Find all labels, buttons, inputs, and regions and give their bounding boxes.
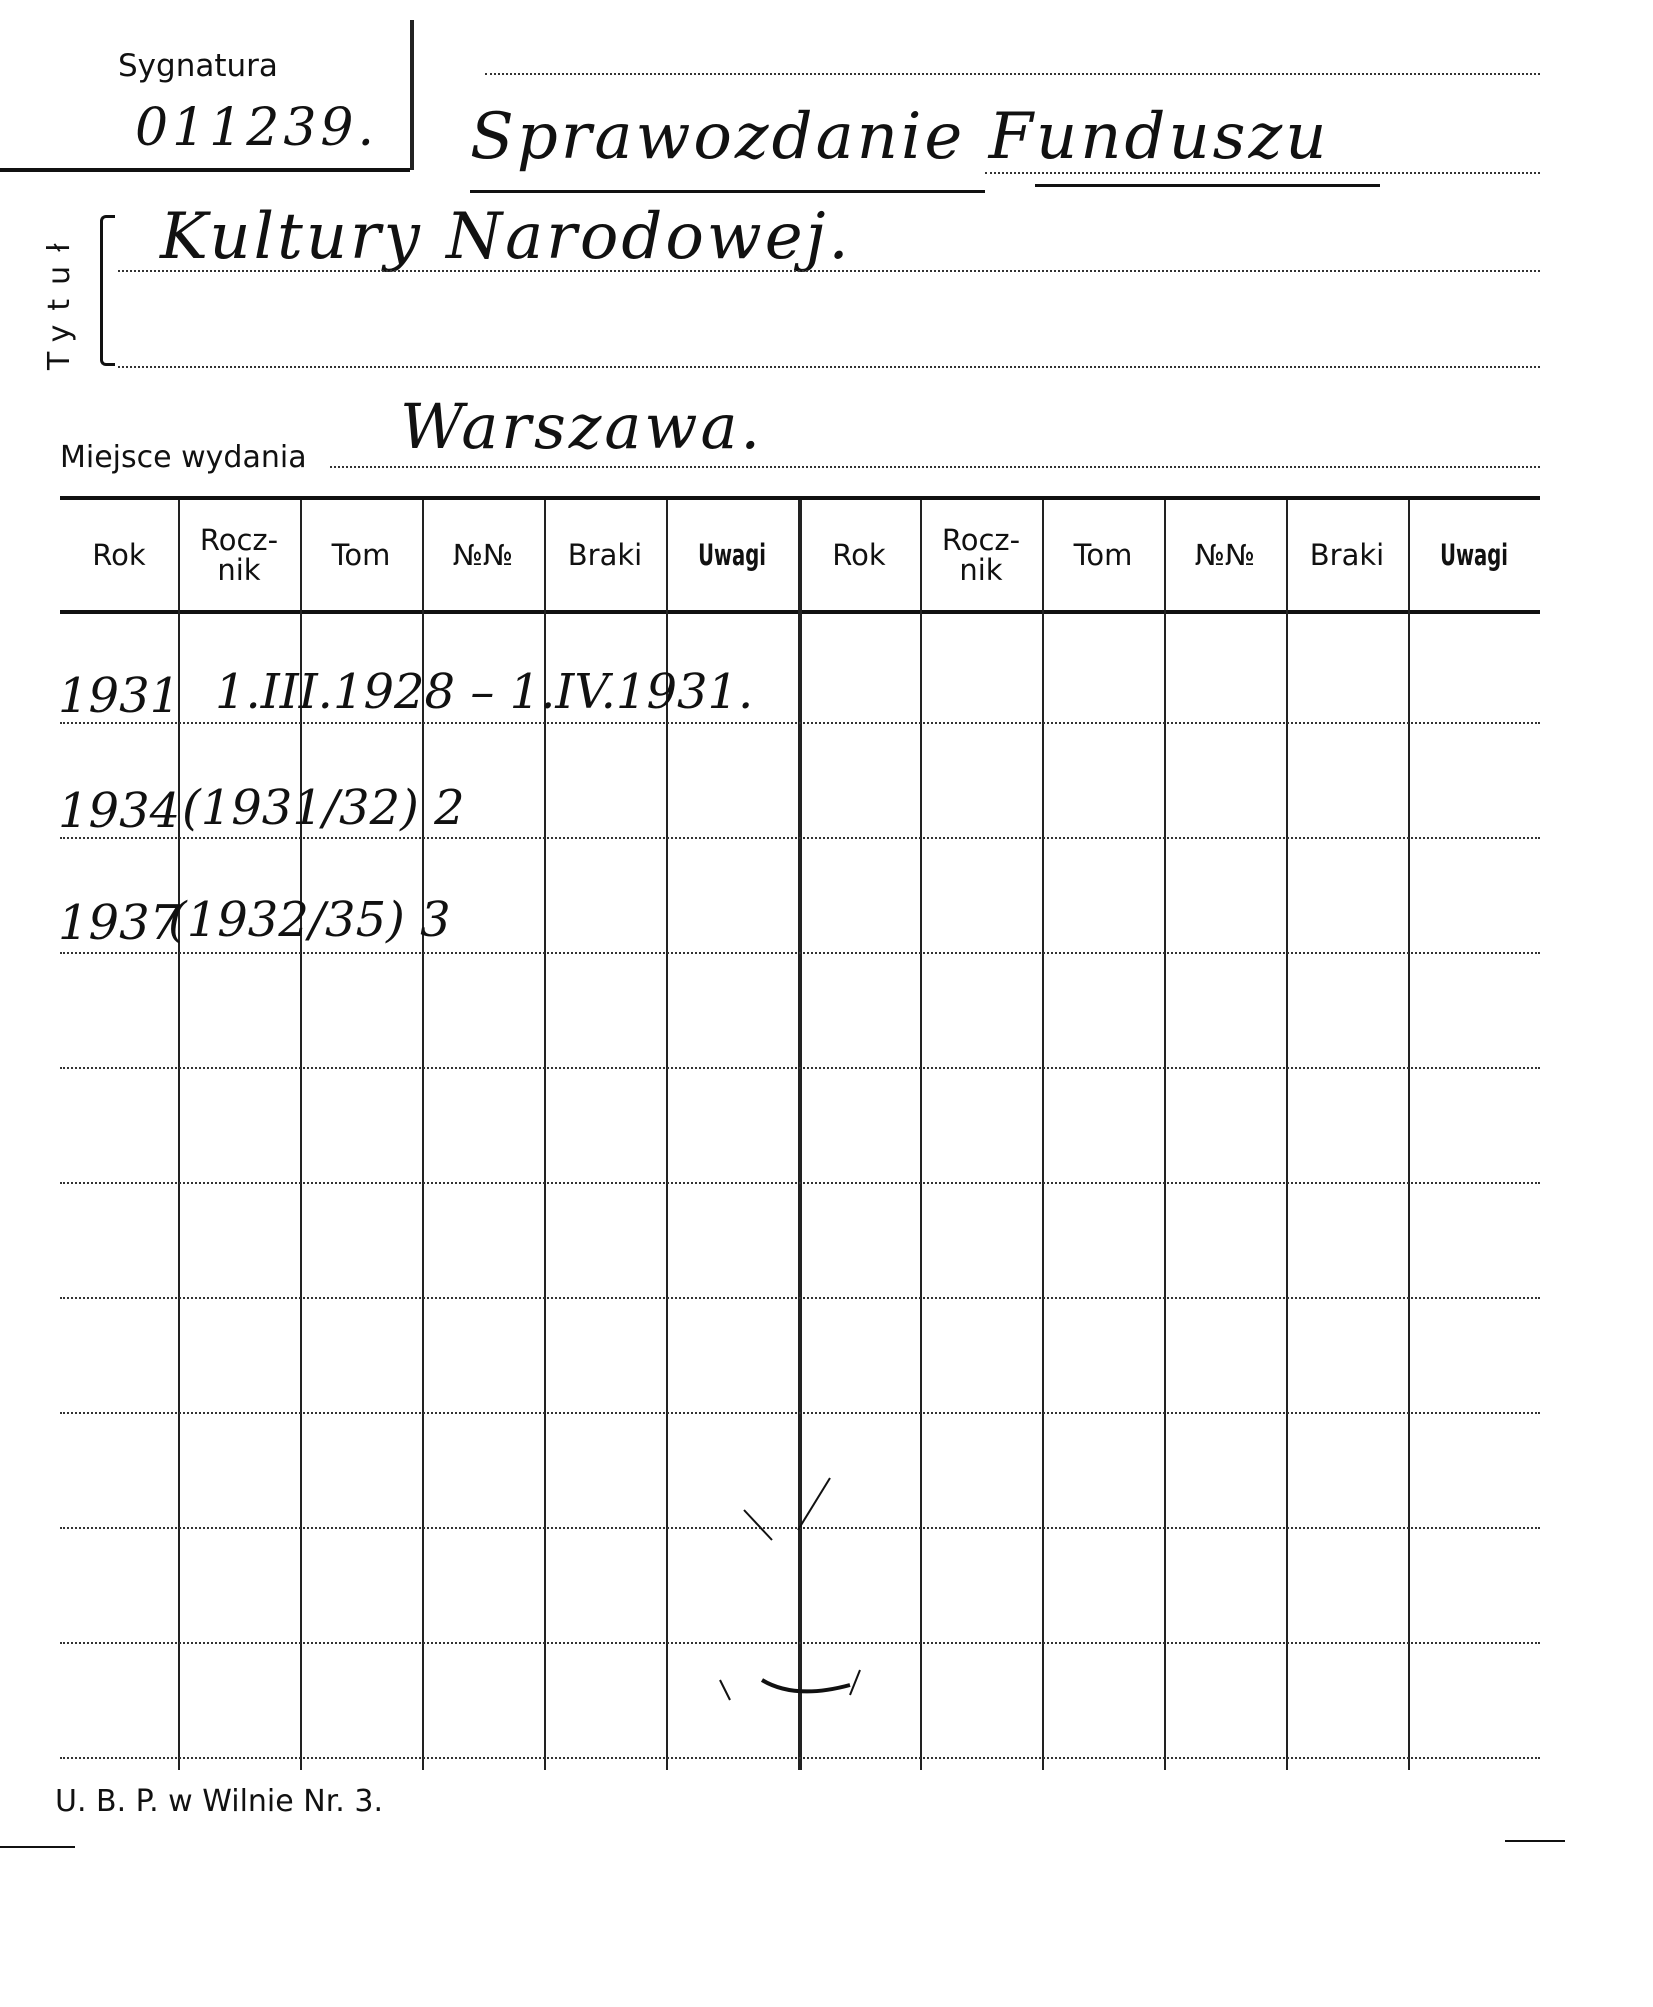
- row-line: [60, 952, 1540, 954]
- col-divider: [1042, 500, 1044, 1770]
- col-divider: [920, 500, 922, 1770]
- signature-divider: [410, 20, 414, 170]
- place-value: Warszawa.: [400, 390, 764, 463]
- continuation-arrow-mark: [700, 1460, 900, 1760]
- col-header-uwagi-2: Uwagi: [1440, 538, 1508, 572]
- title-dotted-line-1: [985, 172, 1540, 174]
- title-brace: [100, 215, 115, 366]
- title-dotted-line-3: [118, 366, 1540, 368]
- signature-label: Sygnatura: [118, 48, 278, 84]
- col-header-numery-1: №№: [452, 538, 514, 572]
- signature-value: 011239.: [135, 98, 379, 158]
- title-top-dotted-line: [485, 73, 1540, 75]
- title-line-2: Kultury Narodowej.: [160, 200, 852, 274]
- table-row-1-rocznik: 1.III.1928 – 1.IV.1931.: [215, 664, 754, 720]
- table-row-3-rocznik: (1932/35) 3: [168, 892, 451, 948]
- col-header-rok-1: Rok: [92, 538, 146, 572]
- table-row-2-rocznik: (1931/32) 2: [182, 780, 465, 836]
- table-row-1-rok: 1931: [58, 668, 181, 724]
- signature-underline: [0, 168, 410, 172]
- row-line: [60, 1412, 1540, 1414]
- table-row-3-rok: 1937: [58, 895, 181, 951]
- col-header-braki-2: Braki: [1309, 538, 1385, 572]
- title-label: Tytuł: [42, 229, 77, 370]
- col-header-uwagi-1: Uwagi: [698, 538, 766, 572]
- row-line: [60, 1297, 1540, 1299]
- row-line: [60, 1182, 1540, 1184]
- row-line: [60, 1067, 1540, 1069]
- title-line-1: Sprawozdanie Funduszu: [470, 100, 1330, 174]
- col-divider: [1286, 500, 1288, 1770]
- col-header-rocznik-1: Rocz- nik: [199, 523, 279, 587]
- col-header-tom-1: Tom: [331, 538, 391, 572]
- col-header-numery-2: №№: [1194, 538, 1256, 572]
- place-label: Miejsce wydania: [60, 440, 307, 475]
- place-dotted-line: [330, 466, 1540, 468]
- row-line: [60, 837, 1540, 839]
- col-header-rok-2: Rok: [832, 538, 886, 572]
- bottom-right-edge-mark: [1505, 1840, 1565, 1842]
- col-header-rocznik-2: Rocz- nik: [941, 523, 1021, 587]
- printer-footer: U. B. P. w Wilnie Nr. 3.: [55, 1784, 383, 1819]
- title-underline-2: [1035, 184, 1380, 187]
- title-underline-1: [470, 190, 985, 193]
- col-header-tom-2: Tom: [1073, 538, 1133, 572]
- bottom-left-edge-mark: [0, 1846, 75, 1848]
- col-divider: [1408, 500, 1410, 1770]
- row-line: [60, 722, 1540, 724]
- title-dotted-line-2: [118, 270, 1540, 272]
- table-row-2-rok: 1934: [58, 783, 181, 839]
- col-header-braki-1: Braki: [567, 538, 643, 572]
- col-divider: [1164, 500, 1166, 1770]
